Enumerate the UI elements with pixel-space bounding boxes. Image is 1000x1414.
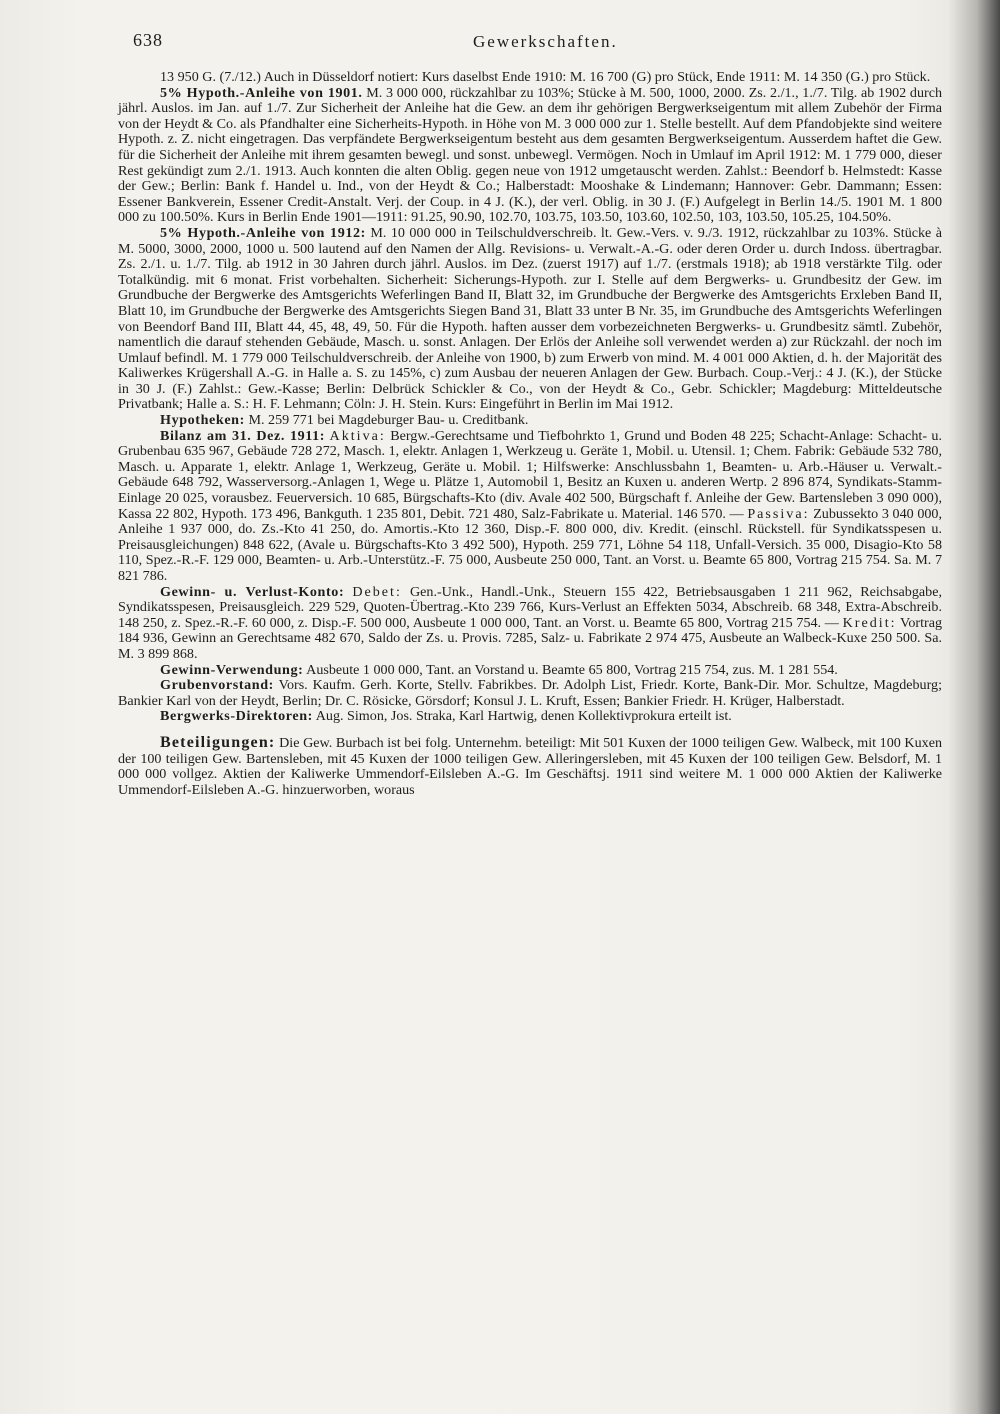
paragraph-anleihe-1901 <box>118 86 942 226</box>
paragraph-text: Aug. Simon, Jos. Straka, Karl Hartwig, denen Kollektivprokura erteilt ist. <box>315 708 732 725</box>
paragraph-anleihe-1912 <box>118 226 942 413</box>
paragraph-text: M. 3 000 000, rückzahlbar zu 103%; Stücke à M. 500, 1000, 2000. Zs. 2./1., 1./7. Tilg. ab 1902 durch jährl. Auslos. im Jan. auf 1./7. Zur Sicherheit der Anleihe hat die Gew. an dem ihr gehörigen Bergwerkseigentum mit allem Zubehör der Firma von der Heydt & Co. als Pfandhalter eine Sicherheits-Hypoth. in Höhe von M. 3 000 000 zur 1. Stelle bestellt. Auf dem Pfandobjekte sind weitere Hypoth. z. Z. nicht eingetragen. Das verpfändete Bergwerkseigentum besteht aus dem gesamten Bergwerkseigentum. Ausserdem haftet die Gew. für die Sicherheit der Anleihe mit ihrem gesamten bewegl. und sonst. unbewegl. Vermögen. Noch in Umlauf im April 1912: M. 1 779 000, dieser Rest gekündigt zum 2./1. 1913. Auch konnten die alten Oblig. gegen neue von 1912 umgetauscht werden. Zahlst.: Beendorf b. Helmstedt: Kasse der Gew.; Berlin: Bank f. Handel u. Ind., von der Heydt & Co.; Halberstadt: Mooshake & Lindemann; Hannover: Gebr. Dammann; Essen: Essener Bankverein, Essener Credit-Anstalt. Verj. der Coup. in 4 J. (K.), der verl. Oblig. in 30 J. (F.) Aufgelegt in Berlin 14./5. 1901 M. 1 800 000 zu 100.50%. Kurs in Berlin Ende 1901—1911: 91.25, 90.90, 102.70, 103.75, 103.50, 103.60, 102.50, 103, 103.50, 105.25, 104.50%. <box>118 84 943 226</box>
paragraph-text: 13 950 G. (7./12.) Auch in Düsseldorf notiert: Kurs daselbst Ende 1910: M. 16 700 (G) pro Stück, Ende 1911: M. 14 350 (G.) pro Stück. <box>160 69 931 85</box>
section-heading: Gewinn-Verwendung: <box>160 661 304 678</box>
aktiva-label: Aktiva: <box>329 427 386 444</box>
paragraph-text: Zubussekto 3 040 000, Anleihe 1 937 000, do. Zs.-Kto 41 250, do. Amortis.-Kto 12 360, Disp.-F. 800 000, div. Kredit. (einschl. Rückstell. für Syndikatsspesen u. Preisausgleichungen) 848 622, (Avale u. Bürgschafts-Kto 3 492 500), Hypoth. 259 771, Löhne 54 118, Unfall-Versich. 35 000, Disagio-Kto 58 110, Spez.-R.-F. 129 000, Beamten- u. Arb.-Unterstütz.-F. 75 000, Ausbeute 250 000, Tant. an Vorst. u. Beamte 65 800, Vortrag 215 754. Sa. M. 7 821 786. <box>118 505 943 584</box>
paragraph-grubenvorstand <box>118 678 942 709</box>
paragraph-gewinn-verwendung <box>118 663 942 679</box>
paragraph-bergwerks-direktoren <box>118 709 942 725</box>
paragraph-text: Bergw.-Gerechtsame und Tiefbohrkto 1, Grund und Boden 48 225; Schacht-Anlage: Schacht- u. Grubenbau 635 967, Gebäude 728 272, Masch. 1, elektr. Anlagen 1, Werkzeug u. Geräte 1, Mobil. u. Utensil. 1; Chem. Fabrik: Gebäude 532 780, Masch. u. Apparate 1, elektr. Anlage 1, Werkzeug, Geräte u. Mobil. 1; Hilfswerke: Anschlussbahn 1, Beamten- u. Arb.-Häuser u. Verwalt.-Gebäude 648 792, Wasserversorg.-Anlagen 1, Wege u. Plätze 1, Automobil 1, Besitz an Kuxen u. anderen Wertp. 2 896 874, Syndikats-Stamm-Einlage 20 025, vorausbez. Feuerversich. 10 685, Bürgschafts-Kto (div. Avale 402 500, Bürgschaft f. Anleihe der Gew. Bartensleben 3 090 000), Kassa 22 802, Hypoth. 173 496, Bankguth. 1 235 801, Debit. 721 480, Salz-Fabrikate u. Material. 146 570. — <box>118 427 942 522</box>
kredit-label: Kredit: <box>842 614 897 631</box>
paragraph-text: Vors. Kaufm. Gerh. Korte, Stellv. Fabrikbes. Dr. Adolph List, Friedr. Korte, Bank-Dir. Mor. Schultze, Magdeburg; Bankier Karl von der Heydt, Berlin; Dr. C. Rösicke, Görsdorf; Konsul J. L. Kruft, Essen; Bankier Friedr. H. Krüger, Halberstadt. <box>118 677 942 709</box>
paragraph-text: M. 259 771 bei Magdeburger Bau- u. Creditbank. <box>248 412 529 429</box>
passiva-label: Passiva: <box>747 505 810 522</box>
section-heading: Grubenvorstand: <box>160 677 274 694</box>
paragraph-text: Ausbeute 1 000 000, Tant. an Vorstand u. Beamte 65 800, Vortrag 215 754, zus. M. 1 281 554. <box>306 661 838 678</box>
paragraph-text: Die Gew. Burbach ist bei folg. Unternehm. beteiligt: Mit 501 Kuxen der 1000 teiligen Gew. Walbeck, mit 100 Kuxen der 100 teiligen Gew. Bartensleben, mit 45 Kuxen der 1000 teiligen Gew. Alleringersleben, mit 45 Kuxen der 100 teiligen Gew. Belsdorf, M. 1 000 000 vollgez. Aktien der Kaliwerke Ummendorf-Eilsleben A.-G. Im Geschäftsj. 1911 sind weitere M. 1 000 000 Aktien der Kaliwerke Ummendorf-Eilsleben A.-G. hinzuerworben, woraus <box>118 734 942 798</box>
paragraph-text: Vortrag 184 936, Gewinn an Gerechtsame 482 670, Saldo der Zs. u. Provis. 7285, Salz- u. Fabrikate 2 974 475, Ausbeute an Walbeck-Kuxe 250 500. Sa. M. 3 899 868. <box>118 614 942 662</box>
section-heading: 5% Hypoth.-Anleihe von 1901. <box>160 84 363 101</box>
page-edge-shadow <box>948 0 1000 1414</box>
paragraph-gewinn-verlust <box>118 585 942 663</box>
paragraph-text: Gen.-Unk., Handl.-Unk., Steuern 155 422, Betriebsausgaben 1 211 962, Reichsabgabe, Syndikatsspesen, Preisausgleich. 229 529, Quoten-Übertrag.-Kto 239 766, Kurs-Verlust an Effekten 5034, Abschreib. 68 348, Extra-Abschreib. 148 250, z. Spez.-R.-F. 60 000, z. Disp.-F. 500 000, Ausbeute 1 000 000, Tant. an Vorst. u. Beamte 65 800, Vortrag 215 754. — <box>118 583 942 631</box>
section-heading: Gewinn- u. Verlust-Konto: <box>160 583 345 600</box>
section-heading: Bilanz am 31. Dez. 1911: <box>160 427 326 444</box>
paragraph-bilanz <box>118 429 942 585</box>
debet-label: Debet: <box>352 583 402 600</box>
text-column <box>118 70 942 798</box>
paragraph-beteiligungen <box>118 735 942 798</box>
section-heading: Bergwerks-Direktoren: <box>160 708 313 725</box>
section-heading: Hypotheken: <box>160 412 245 429</box>
paragraph-kurs-duesseldorf <box>118 70 942 86</box>
section-heading: Beteiligungen: <box>160 733 276 751</box>
paragraph-text: M. 10 000 000 in Teilschuldverschreib. lt. Gew.-Vers. v. 9./3. 1912, rückzahlbar zu 103%. Stücke à M. 5000, 3000, 2000, 1000 u. 500 lautend auf den Namen der Allg. Revisions- u. Verwalt.-A.-G. oder deren Order u. durch Indoss. übertragbar. Zs. 2./1. u. 1./7. Tilg. ab 1912 in 30 Jahren durch jährl. Auslos. im Dez. (zuerst 1917) auf 1./7. (erstmals 1918); ab 1918 verstärkte Tilg. oder Totalkündig. mit 6 monat. Frist vorbehalten. Sicherheit: Sicherungs-Hypoth. zur I. Stelle auf dem Bergwerks- u. Grundbesitz der Gew. im Grundbuche der Bergwerke des Amtsgerichts Weferlingen Band II, Blatt 32, im Grundbuche der Bergwerke des Amtsgerichts Erxleben Band II, Blatt 10, im Grundbuche der Bergwerke des Amtsgerichts Siegen Band 31, Blatt 33 unter B Nr. 35, im Grundbuche des Amtsgerichts Weferlingen von Beendorf Band III, Blatt 44, 45, 48, 49, 50. Für die Hypoth. haften ausser dem vorbezeichneten Bergwerks- u. Grundbesitz sämtl. Zubehör, namentlich die darauf stehenden Gebäude, Masch. u. sonst. Anlagen. Der Erlös der Anleihe soll verwendet werden a) zur Rückzahl. der noch im Umlauf befindl. M. 1 779 000 Teilschuldverschreib. der Anleihe von 1900, b) zum Erwerb von mind. M. 4 001 000 Aktien, d. h. der Majorität des Kaliwerkes Krügershall A.-G. in Halle a. S. zu 145%, c) zum Ausbau der neueren Anlagen der Gew. Burbach. Coup.-Verj.: 4 J. (K.), der Stücke in 30 J. (F.) Zahlst.: Gew.-Kasse; Berlin: Delbrück Schickler & Co., von der Heydt & Co., Gebr. Schickler; Magdeburg: Mitteldeutsche Privatbank; Halle a. S.: H. F. Lehmann; Cöln: J. H. Stein. Kurs: Eingeführt in Berlin im Mai 1912. <box>118 224 943 413</box>
running-title: Gewerkschaften. <box>473 32 618 51</box>
page-header <box>133 30 943 60</box>
page-number: 638 <box>133 30 163 50</box>
paragraph-hypotheken <box>118 413 942 429</box>
section-heading: 5% Hypoth.-Anleihe von 1912: <box>160 224 366 241</box>
